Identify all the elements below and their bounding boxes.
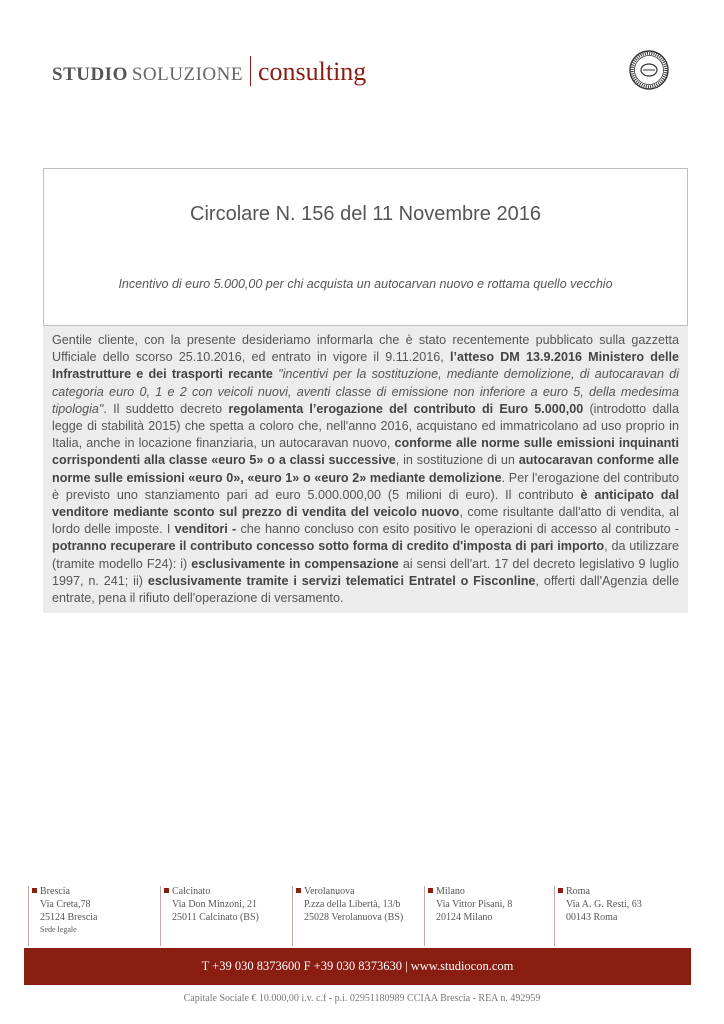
body-text: , in sostituzione di un (395, 453, 519, 468)
office-cap: 20124 Milano (436, 911, 493, 923)
body-bold: regolamenta l’erogazione del contributo di Euro 5.000,00 (228, 401, 584, 416)
body-text: (introdotto dalla legge di stabilità 2015) che spetta a coloro che, nell'anno 2016, acquistano ed immatricolano ad uso proprio in Italia, anche in locazione finanziaria, un autocaravan nuovo, (52, 401, 679, 451)
office-milano (424, 886, 552, 946)
logo-consulting: consulting (257, 57, 367, 86)
studio-soluzione-logo (52, 56, 366, 87)
office-cap: 25011 Calcinato (BS) (172, 911, 259, 923)
certification-seal-icon (629, 50, 669, 90)
body-text: . Il suddetto decreto (103, 401, 229, 416)
page-subtitle: Incentivo di euro 5.000,00 per chi acquista un autocarvan nuovo e rottama quello vecchio (118, 277, 613, 291)
body-text: , da utilizzare (tramite modello F24): i) (52, 539, 679, 571)
office-cap: 00143 Roma (566, 911, 618, 923)
office-calcinato (160, 886, 288, 946)
logo-soluzione: SOLUZIONE (131, 64, 243, 85)
body-text: ai sensi dell'art. 17 del decreto legislativo 9 luglio 1997, n. 241; ii) (52, 556, 679, 588)
office-verolanuova (292, 886, 420, 946)
body-text: Gentile cliente, con la presente desideriamo informarla che è stato recentemente pubblicato sulla gazzetta Ufficiale dello scorso 25.10.2016, ed entrato in vigore il 9.11.2016, (52, 333, 679, 365)
bullet-square-icon (558, 888, 563, 893)
office-city: Verolanuova (304, 886, 355, 897)
bullet-square-icon (164, 888, 169, 893)
body-bold: autocaravan conforme alle norme sulle emissioni «euro 0», «euro 1» o «euro 2» mediante demolizione (52, 453, 679, 485)
office-city: Calcinato (172, 886, 211, 897)
bullet-square-icon (296, 888, 301, 893)
bullet-square-icon (428, 888, 433, 893)
footer-capitale-sociale: Capitale Sociale € 10.000,00 i.v. c.f - p.i. 02951180989 CCIAA Brescia - REA n. 492959 (183, 993, 541, 1004)
body-italic: "incentivi per la sostituzione, mediante demolizione, di autocaravan di categoria euro 0, 1 e 2 con veicoli nuovi, aventi classe di emissione non inferiore a euro 5, della medesima tipologia" (52, 367, 679, 416)
office-address: Via Vittor Pisani, 8 (436, 898, 513, 910)
letterhead (52, 52, 672, 88)
office-address: Via Don Minzoni, 21 (172, 898, 257, 910)
office-address: P.zza della Libertà, 13/b (304, 898, 401, 910)
logo-divider (250, 56, 251, 86)
office-cap: 25124 Brescia (40, 911, 98, 923)
office-address: Via A. G. Resti, 63 (566, 898, 642, 910)
office-list (28, 886, 692, 946)
office-note: Sede legale (40, 925, 77, 935)
office-roma (554, 886, 682, 946)
body-text: che hanno concluso con esito positivo le operazioni di accesso al contributo - (236, 522, 680, 537)
office-city: Milano (436, 886, 465, 897)
body-text: . Per l'erogazione del contributo è previsto uno stanziamento pari ad euro 5.000.000,00 (5 milioni di euro). Il contributo (52, 470, 679, 502)
office-address: Via Creta,78 (40, 898, 91, 910)
body-bold: esclusivamente in compensazione (191, 556, 399, 571)
body-bold: venditori - (174, 522, 237, 537)
body-bold: conforme alle norme sulle emissioni inquinanti corrispondenti alla classe «euro 5» o a classi successive (52, 436, 679, 468)
office-city: Roma (566, 886, 590, 897)
footer-contacts-bar: T +39 030 8373600 F +39 030 8373630 | www.studiocon.com (24, 948, 691, 985)
body-bold: esclusivamente tramite i servizi telematici Entratel o Fisconline (147, 573, 536, 588)
office-cap: 25028 Verolanuova (BS) (304, 911, 404, 923)
office-city: Brescia (40, 886, 70, 897)
circolare-title-box (43, 168, 688, 326)
logo-studio: STUDIO (52, 64, 128, 85)
body-bold: potranno recuperare il contributo concesso sotto forma di credito d'imposta di pari importo (52, 539, 605, 554)
page-title: Circolare N. 156 del 11 Novembre 2016 (190, 203, 541, 225)
office-brescia (28, 886, 156, 946)
body-bold: l’atteso DM 13.9.2016 Ministero delle Infrastrutture e dei trasporti recante (52, 350, 679, 382)
body-bold: è anticipato dal venditore mediante sconto sul prezzo di vendita del veicolo nuovo (52, 487, 679, 520)
body-text: , offerti dall'Agenzia delle entrate, pena il rifiuto dell'operazione di versamento. (52, 573, 679, 606)
body-text: , come risultante dall'atto di vendita, al lordo delle imposte. I (52, 505, 679, 537)
bullet-square-icon (32, 888, 37, 893)
circolare-body (43, 326, 688, 613)
